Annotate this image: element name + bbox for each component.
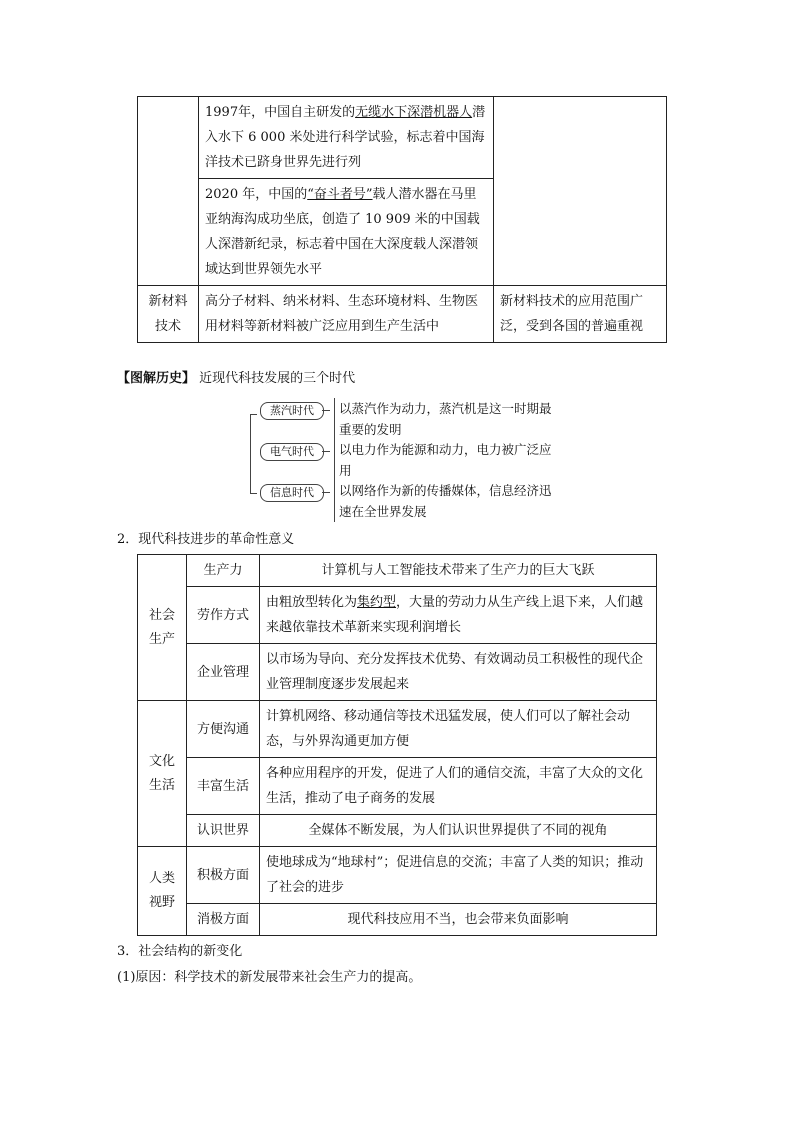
category-cell-empty <box>138 97 199 286</box>
sub-cell: 劳作方式 <box>187 587 260 644</box>
text-cell: 由粗放型转化为集约型，大量的劳动力从生产线上退下来，人们越来越依靠技术革新来实现利润增长 <box>260 587 657 644</box>
underlined-term: 无缆水下深潜机器人 <box>355 105 473 120</box>
section-3-line-1: (1)原因：科学技术的新发展带来社会生产力的提高。 <box>117 970 422 985</box>
era-node-information: 信息时代 <box>260 484 324 502</box>
sub-cell: 企业管理 <box>187 644 260 701</box>
connector-line <box>322 410 330 411</box>
text-cell: 计算机网络、移动通信等技术迅猛发展，使人们可以了解社会动态，与外界沟通更加方便 <box>260 701 657 758</box>
table-row <box>138 758 657 815</box>
sub-cell: 积极方面 <box>187 847 260 904</box>
sub-cell: 丰富生活 <box>187 758 260 815</box>
table-row <box>138 97 667 179</box>
section-2-title: 2．现代科技进步的革命性意义 <box>117 532 295 547</box>
sub-cell: 认识世界 <box>187 815 260 847</box>
group-cell: 文化生活 <box>138 701 187 847</box>
diagram-label: 【图解历史】 近现代科技发展的三个时代 <box>117 371 356 386</box>
table-row <box>138 847 657 904</box>
text-cell: 全媒体不断发展，为人们认识世界提供了不同的视角 <box>260 815 657 847</box>
era-node-electric: 电气时代 <box>260 443 324 461</box>
underlined-term: 集约型 <box>357 595 397 610</box>
table-row <box>138 701 657 758</box>
era-desc-electric: 以电力作为能源和动力，电力被广泛应用 <box>334 439 559 481</box>
table-row <box>138 587 657 644</box>
content-cell: 2020 年，中国的“奋斗者号”载人潜水器在马里亚纳海沟成功坐底，创造了 10 909 米的中国载人深潜新纪录，标志着中国在大深度载人深潜领域达到世界领先水平 <box>199 179 494 286</box>
tech-table-continued <box>137 96 667 343</box>
group-cell: 社会生产 <box>138 555 187 701</box>
content-cell: 高分子材料、纳米材料、生态环境材料、生物医用材料等新材料被广泛应用到生产生活中 <box>199 286 494 343</box>
eras-diagram <box>250 396 560 521</box>
content-cell: 1997年，中国自主研发的无缆水下深潜机器人潜入水下 6 000 米处进行科学试验，标志着中国海洋技术已跻身世界先进行列 <box>199 97 494 179</box>
table-row <box>138 904 657 936</box>
section-3-title: 3．社会结构的新变化 <box>117 944 243 959</box>
connector-line <box>322 492 330 493</box>
sub-cell: 消极方面 <box>187 904 260 936</box>
text-cell: 以市场为导向、充分发挥技术优势、有效调动员工积极性的现代企业管理制度逐步发展起来 <box>260 644 657 701</box>
sub-cell: 生产力 <box>187 555 260 587</box>
table-row <box>138 286 667 343</box>
era-node-steam: 蒸汽时代 <box>260 402 324 420</box>
table-row <box>138 644 657 701</box>
sub-cell: 方便沟通 <box>187 701 260 758</box>
text-cell: 现代科技应用不当，也会带来负面影响 <box>260 904 657 936</box>
underlined-term: “奋斗者号” <box>307 187 373 202</box>
diagram-bracket <box>250 414 257 494</box>
table-row <box>138 555 657 587</box>
era-desc-information: 以网络作为新的传播媒体，信息经济迅速在全世界发展 <box>334 480 559 522</box>
text-cell: 各种应用程序的开发，促进了人们的通信交流，丰富了大众的文化生活，推动了电子商务的发展 <box>260 758 657 815</box>
connector-line <box>322 451 330 452</box>
text-cell: 计算机与人工智能技术带来了生产力的巨大飞跃 <box>260 555 657 587</box>
text-cell: 使地球成为“地球村”；促进信息的交流；丰富了人类的知识；推动了社会的进步 <box>260 847 657 904</box>
era-desc-steam: 以蒸汽作为动力，蒸汽机是这一时期最重要的发明 <box>334 398 559 440</box>
table-row <box>138 815 657 847</box>
impact-cell-empty <box>494 97 667 286</box>
group-cell: 人类视野 <box>138 847 187 936</box>
significance-table <box>137 554 657 936</box>
category-cell: 新材料技术 <box>138 286 199 343</box>
impact-cell: 新材料技术的应用范围广泛，受到各国的普遍重视 <box>494 286 667 343</box>
